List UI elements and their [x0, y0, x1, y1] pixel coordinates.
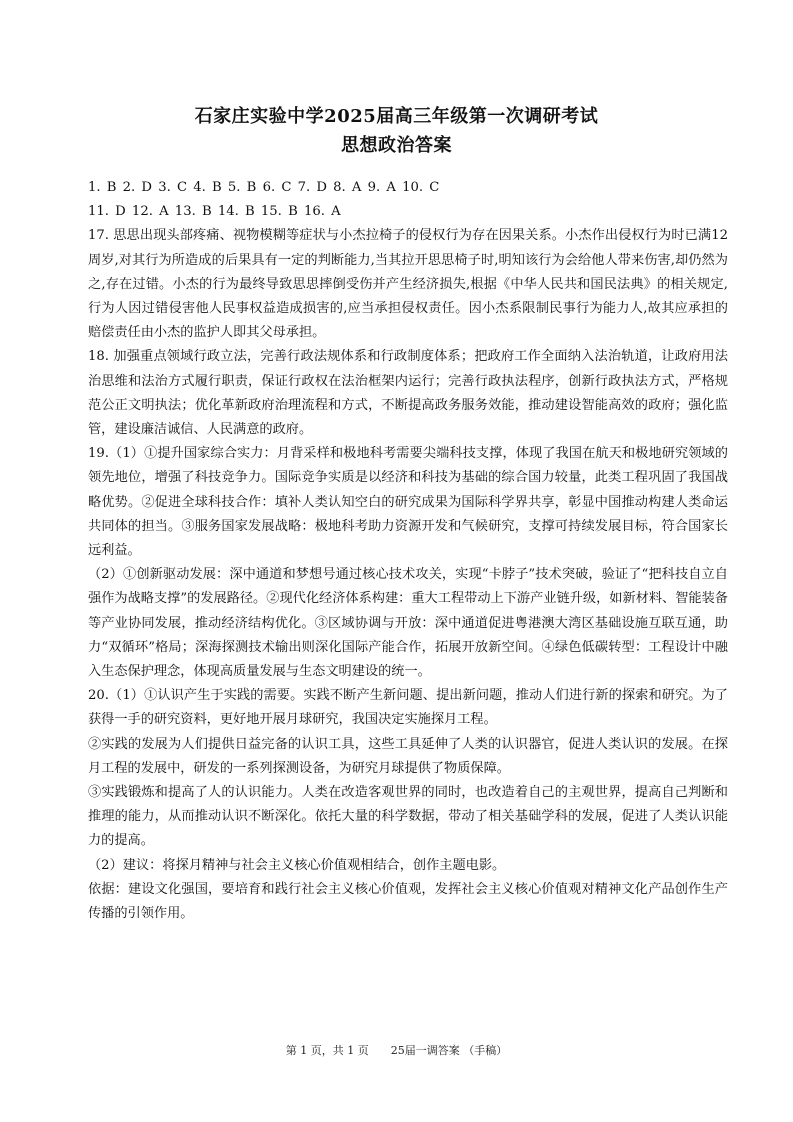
answer-content	[88, 176, 728, 926]
answer-q19-part2: （2）①创新驱动发展：深中通道和梦想号通过核心技术攻关，实现“卡脖子”技术突破，验证了“把科技自立自强作为战略支撑”的发展路径。②现代化经济体系构建：重大工程带动上下游产业链升级，如新材料、智能装备等产业协同发展，推动经济结构优化。③区域协调与开放：深中通道促进粤港澳大湾区基础设施互联互通，助力“双循环”格局；深海探测技术输出则深化国际产能合作，拓展开放新空间。④绿色低碳转型：工程设计中融入生态保护理念，体现高质量发展与生态文明建设的统一。	[88, 567, 728, 680]
answer-q20-part2-basis: 依据：建设文化强国，要培育和践行社会主义核心价值观，发挥社会主义核心价值观对精神文化产品创作生产传播的引领作用。	[88, 881, 728, 922]
page-footer	[0, 1042, 793, 1058]
page-title: 石家庄实验中学2025届高三年级第一次调研考试	[194, 106, 599, 127]
answer-q20-part1-c: ③实践锻炼和提高了人的认识能力。人类在改造客观世界的同时，也改造着自己的主观世界，提高自己判断和推理的能力，从而推动认识不断深化。依托大量的科学数据，带动了相关基础学科的发展，促进了人类认识能力的提高。	[88, 785, 728, 849]
page-number: 第 1 页，共 1 页	[285, 1044, 369, 1057]
answer-q17: 17. 思思出现头部疼痛、视物模糊等症状与小杰拉椅子的侵权行为存在因果关系。小杰作出侵权行为时已满12周岁,对其行为所造成的后果具有一定的判断能力,当其拉开思思椅子时,明知该行为会给他人带来伤害,却仍然为之,存在过错。小杰的行为最终导致思思摔倒受伤并产生经济损失,根据《中华人民共和国民法典》的相关规定,行为人因过错侵害他人民事权益造成损害的,应当承担侵权责任。因小杰系限制民事行为能力人,故其应承担的赔偿责任由小杰的监护人即其父母承担。	[88, 228, 728, 341]
page-subtitle: 思想政治答案	[341, 135, 452, 156]
choice-answers-row-2: 11. D 12. A 13. B 14. B 15. B 16. A	[88, 204, 341, 220]
answer-q20-part2-suggestion: （2）建议：将探月精神与社会主义核心价值观相结合，创作主题电影。	[88, 857, 506, 873]
answer-q20-part1-b: ②实践的发展为人们提供日益完备的认识工具，这些工具延伸了人类的认识器官，促进人类认识的发展。在探月工程的发展中，研发的一系列探测设备，为研究月球提供了物质保障。	[88, 736, 728, 776]
answer-q20-part1-a: 20.（1）①认识产生于实践的需要。实践不断产生新问题、提出新问题，推动人们进行新的探索和研究。为了获得一手的研究资料，更好地开展月球研究，我国决定实施探月工程。	[88, 688, 728, 728]
answer-q18: 18. 加强重点领域行政立法，完善行政法规体系和行政制度体系；把政府工作全面纳入法治轨道，让政府用法治思维和法治方式履行职责，保证行政权在法治框架内运行；完善行政执法程序，创新行政执法方式，严格规范公正文明执法；优化革新政府治理流程和方式，不断提高政务服务效能，推动建设智能高效的政府；强化监管，建设廉洁诚信、人民满意的政府。	[88, 349, 728, 438]
answer-q19-part1: 19.（1）①提升国家综合实力：月背采样和极地科考需要尖端科技支撑，体现了我国在航天和极地研究领域的领先地位，增强了科技竞争力。国际竞争实质是以经济和科技为基础的综合国力较量，此类工程巩固了我国战略优势。②促进全球科技合作：填补人类认知空白的研究成果为国际科学界共享，彰显中国推动构建人类命运共同体的担当。③服务国家发展战略：极地科考助力资源开发和气候研究，支撑可持续发展目标，符合国家长远利益。	[88, 446, 728, 559]
document-label: 25届一调答案 （手稿）	[390, 1044, 508, 1057]
choice-answers-row-1: 1. B 2. D 3. C 4. B 5. B 6. C 7. D 8. A 9. A 10. C	[88, 180, 440, 195]
